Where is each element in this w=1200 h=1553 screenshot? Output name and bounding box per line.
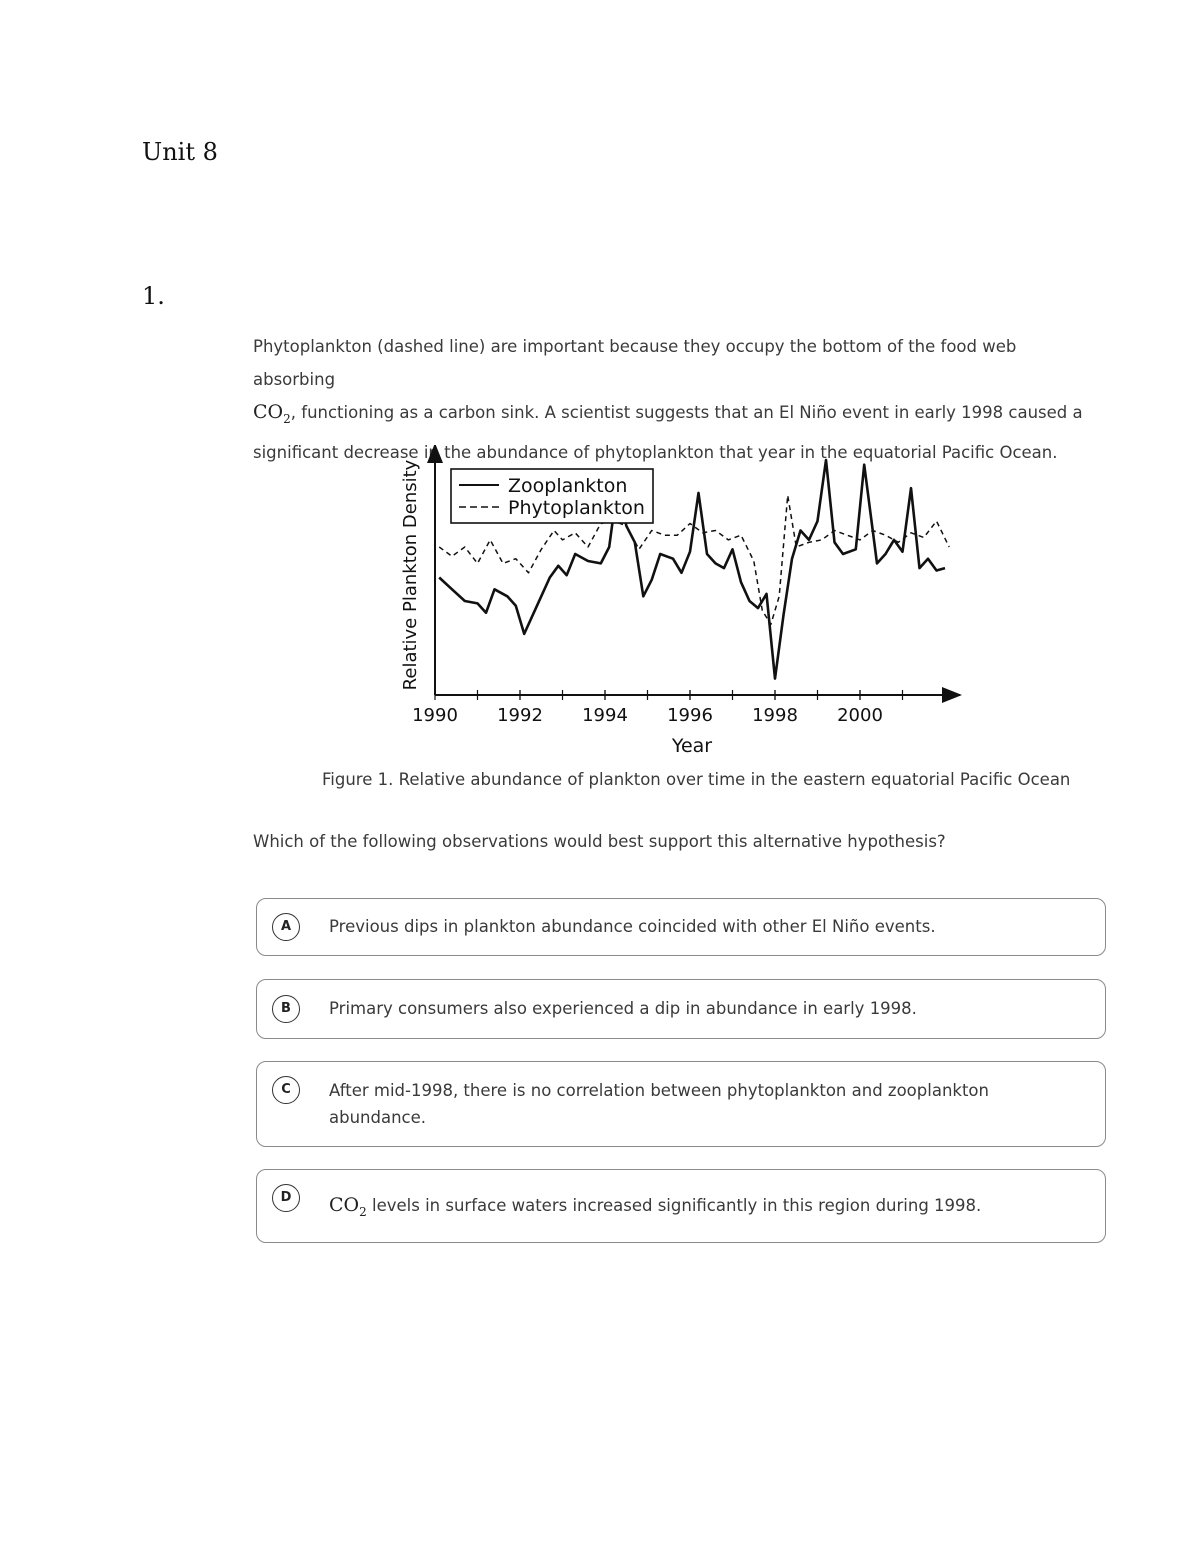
chart-legend: [451, 469, 653, 523]
question-prompt: Which of the following observations would best support this alternative hypothesis?: [253, 832, 946, 851]
answer-option-d[interactable]: [256, 1169, 1106, 1243]
figure-caption: Figure 1. Relative abundance of plankton over time in the eastern equatorial Pacific Ocean: [322, 770, 1071, 789]
x-tick-label: 1994: [582, 705, 628, 726]
answer-option-c[interactable]: [256, 1061, 1106, 1147]
co2-formula: $CO_2$: [329, 1194, 367, 1219]
legend-zooplankton: Zooplankton: [508, 475, 628, 497]
x-tick-label: 1998: [752, 705, 798, 726]
option-letter-icon: B: [272, 995, 300, 1023]
x-tick-label: 1996: [667, 705, 713, 726]
x-tick-label: 1990: [412, 705, 458, 726]
unit-heading: Unit 8: [142, 138, 218, 166]
option-text: After mid-1998, there is no correlation between phytoplankton and zooplankton abundance.: [329, 1081, 989, 1127]
y-axis-label: Relative Plankton Density: [400, 459, 421, 691]
legend-phytoplankton: Phytoplankton: [508, 497, 645, 519]
x-axis-label: Year: [671, 735, 713, 757]
option-text: Previous dips in plankton abundance coincided with other El Niño events.: [329, 917, 936, 936]
option-letter-icon: A: [272, 913, 300, 941]
co2-formula: $CO_2$: [253, 401, 291, 426]
option-letter-icon: C: [272, 1076, 300, 1104]
option-text: Primary consumers also experienced a dip in abundance in early 1998.: [329, 999, 917, 1018]
option-letter-icon: D: [272, 1184, 300, 1212]
stem-line-3: significant decrease in the abundance of phytoplankton that year in the equatorial Pacific Ocean.: [253, 442, 1058, 462]
x-tick-label: 2000: [837, 705, 883, 726]
stem-line-1: Phytoplankton (dashed line) are important because they occupy the bottom of the food web absorbing: [253, 337, 1017, 389]
plankton-chart: [395, 445, 975, 765]
option-text: $CO_2$ levels in surface waters increased significantly in this region during 1998.: [329, 1194, 982, 1219]
answer-option-b[interactable]: [256, 979, 1106, 1039]
stem-line-2: $CO_2$, functioning as a carbon sink. A scientist suggests that an El Niño event in early 1998 caused a: [253, 401, 1083, 426]
answer-option-a[interactable]: [256, 898, 1106, 956]
question-number: 1.: [142, 282, 165, 310]
x-tick-label: 1992: [497, 705, 543, 726]
